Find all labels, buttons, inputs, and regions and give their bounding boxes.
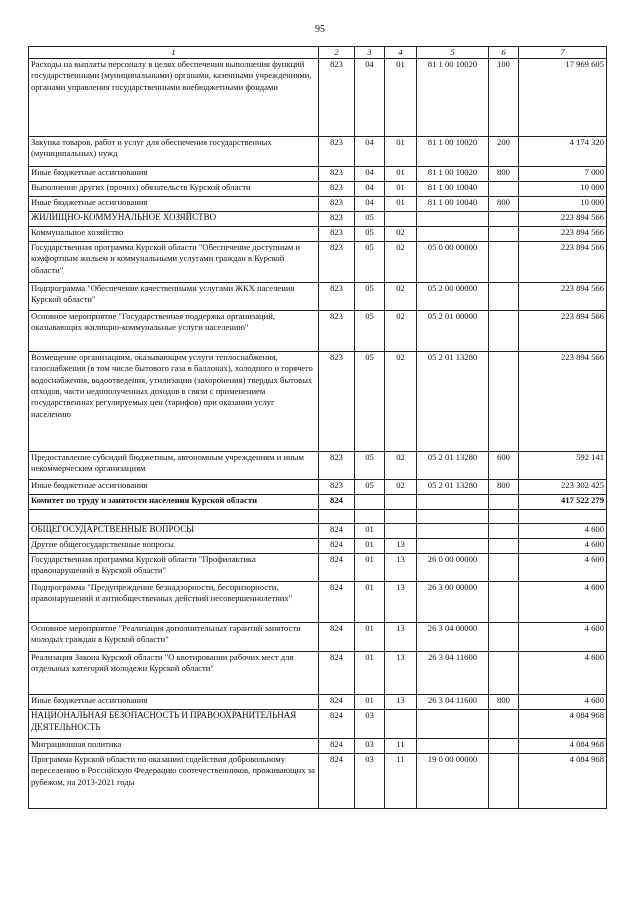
cell-vr bbox=[489, 524, 519, 539]
cell-name: Выполнение других (прочих) обязательств Курской области bbox=[29, 182, 319, 197]
cell-csr: 05 2 01 13280 bbox=[417, 352, 489, 452]
cell-sum: 7 000 bbox=[519, 167, 607, 182]
header-cell-ved: 2 bbox=[319, 47, 355, 59]
cell-csr bbox=[417, 227, 489, 242]
cell-sum: 223 894 566 bbox=[519, 311, 607, 352]
table-row bbox=[29, 695, 607, 710]
table-row bbox=[29, 212, 607, 227]
cell-pr: 13 bbox=[385, 652, 417, 695]
cell-name: ЖИЛИЩНО-КОММУНАЛЬНОЕ ХОЗЯЙСТВО bbox=[29, 212, 319, 227]
cell-name: Основное мероприятие "Реализация дополнительных гарантий занятости молодых граждан в Курской области" bbox=[29, 623, 319, 652]
cell-csr: 05 2 01 13280 bbox=[417, 480, 489, 495]
cell-rz: 04 bbox=[355, 137, 385, 167]
table-row bbox=[29, 59, 607, 137]
cell-sum: 4 084 968 bbox=[519, 710, 607, 739]
cell-name: Иные бюджетные ассигнования bbox=[29, 197, 319, 212]
cell-csr: 26 3 04 00000 bbox=[417, 623, 489, 652]
cell-sum: 4 600 bbox=[519, 554, 607, 582]
table-row bbox=[29, 754, 607, 809]
cell-name: ОБЩЕГОСУДАРСТВЕННЫЕ ВОПРОСЫ bbox=[29, 524, 319, 539]
cell-csr bbox=[417, 212, 489, 227]
cell-vr bbox=[489, 539, 519, 554]
header-cell-vr: 6 bbox=[489, 47, 519, 59]
cell-ved: 823 bbox=[319, 167, 355, 182]
cell-pr: 13 bbox=[385, 539, 417, 554]
cell-sum: 4 600 bbox=[519, 524, 607, 539]
cell-sum: 223 302 425 bbox=[519, 480, 607, 495]
cell-csr: 05 2 01 13280 bbox=[417, 452, 489, 480]
cell-csr: 05 0 00 00000 bbox=[417, 242, 489, 283]
cell-rz bbox=[355, 495, 385, 510]
cell-ved: 823 bbox=[319, 242, 355, 283]
cell-pr: 01 bbox=[385, 137, 417, 167]
cell-csr bbox=[417, 539, 489, 554]
cell-rz: 01 bbox=[355, 652, 385, 695]
cell-ved: 823 bbox=[319, 182, 355, 197]
header-cell-name: 1 bbox=[29, 47, 319, 59]
cell-ved: 823 bbox=[319, 452, 355, 480]
table-row bbox=[29, 539, 607, 554]
table-row bbox=[29, 623, 607, 652]
budget-table bbox=[28, 46, 607, 809]
cell-sum: 223 894 566 bbox=[519, 242, 607, 283]
cell-name: Миграционная политика bbox=[29, 739, 319, 754]
cell-vr bbox=[489, 754, 519, 809]
cell-ved: 823 bbox=[319, 480, 355, 495]
cell-pr: 02 bbox=[385, 242, 417, 283]
cell-vr bbox=[489, 739, 519, 754]
cell-sum: 4 174 320 bbox=[519, 137, 607, 167]
cell-vr bbox=[489, 582, 519, 623]
cell-vr: 600 bbox=[489, 452, 519, 480]
cell-name: Комитет по труду и занятости населения Курской области bbox=[29, 495, 319, 510]
table-row bbox=[29, 283, 607, 311]
cell-pr: 02 bbox=[385, 227, 417, 242]
cell-name: Возмещение организациям, оказывающим услуги теплоснабжения, газоснабжения (в том числе бытового газа в баллонах), холодного и горячего водоснабжения, водоотведения, утилизации (захоронения) твердых бытовых отходов, части недополученных доходов в связи с применением государственных регулируемых цен (тарифов) при оказании услуг населению bbox=[29, 352, 319, 452]
cell-ved: 824 bbox=[319, 539, 355, 554]
cell-rz: 01 bbox=[355, 539, 385, 554]
cell-pr: 13 bbox=[385, 623, 417, 652]
cell-ved: 824 bbox=[319, 582, 355, 623]
cell-pr bbox=[385, 710, 417, 739]
cell-ved: 823 bbox=[319, 227, 355, 242]
cell-pr bbox=[385, 212, 417, 227]
cell-csr: 81 1 00 10020 bbox=[417, 59, 489, 137]
table-row bbox=[29, 510, 607, 524]
cell-name: Подпрограмма "Обеспечение качественными услугами ЖКХ населения Курской области" bbox=[29, 283, 319, 311]
cell-sum: 4 600 bbox=[519, 652, 607, 695]
cell-csr: 81 1 00 10020 bbox=[417, 167, 489, 182]
cell-name: Основное мероприятие "Государственная поддержка организаций, оказывающих жилищно-коммунальные услуги населению" bbox=[29, 311, 319, 352]
cell-rz: 05 bbox=[355, 283, 385, 311]
cell-vr bbox=[489, 652, 519, 695]
table-row bbox=[29, 137, 607, 167]
table-row bbox=[29, 452, 607, 480]
cell-ved: 824 bbox=[319, 695, 355, 710]
cell-pr: 13 bbox=[385, 554, 417, 582]
cell-csr bbox=[417, 495, 489, 510]
cell-pr bbox=[385, 510, 417, 524]
cell-rz: 05 bbox=[355, 352, 385, 452]
cell-name: НАЦИОНАЛЬНАЯ БЕЗОПАСНОСТЬ И ПРАВООХРАНИТЕЛЬНАЯ ДЕЯТЕЛЬНОСТЬ bbox=[29, 710, 319, 739]
cell-pr: 11 bbox=[385, 754, 417, 809]
cell-vr bbox=[489, 710, 519, 739]
cell-vr: 800 bbox=[489, 695, 519, 710]
cell-sum bbox=[519, 510, 607, 524]
cell-vr: 100 bbox=[489, 59, 519, 137]
cell-csr bbox=[417, 739, 489, 754]
cell-sum: 417 522 279 bbox=[519, 495, 607, 510]
cell-rz: 05 bbox=[355, 227, 385, 242]
cell-rz: 04 bbox=[355, 167, 385, 182]
cell-vr bbox=[489, 212, 519, 227]
cell-name: Программа Курской области по оказанию содействия добровольному переселению в Российскую Федерацию соотечественников, проживающих за рубежом, на 2013-2021 годы bbox=[29, 754, 319, 809]
cell-ved: 823 bbox=[319, 59, 355, 137]
cell-csr: 05 2 01 00000 bbox=[417, 311, 489, 352]
cell-name: Иные бюджетные ассигнования bbox=[29, 695, 319, 710]
table-row bbox=[29, 495, 607, 510]
cell-vr bbox=[489, 242, 519, 283]
table-row bbox=[29, 227, 607, 242]
cell-sum: 223 894 566 bbox=[519, 227, 607, 242]
cell-sum: 10 000 bbox=[519, 182, 607, 197]
cell-pr: 01 bbox=[385, 182, 417, 197]
cell-rz: 01 bbox=[355, 554, 385, 582]
cell-sum: 17 969 605 bbox=[519, 59, 607, 137]
cell-pr: 01 bbox=[385, 167, 417, 182]
cell-name: Закупка товаров, работ и услуг для обеспечения государственных (муниципальных) нужд bbox=[29, 137, 319, 167]
cell-vr bbox=[489, 510, 519, 524]
cell-ved: 823 bbox=[319, 311, 355, 352]
cell-name: Иные бюджетные ассигнования bbox=[29, 480, 319, 495]
table-row bbox=[29, 554, 607, 582]
cell-rz: 01 bbox=[355, 695, 385, 710]
header-row bbox=[29, 47, 607, 59]
cell-pr: 13 bbox=[385, 582, 417, 623]
table-row bbox=[29, 652, 607, 695]
cell-vr bbox=[489, 182, 519, 197]
cell-csr: 05 2 00 00000 bbox=[417, 283, 489, 311]
cell-name: Подпрограмма "Предупреждение безнадзорности, беспризорности, правонарушений и антиобщественных действий несовершеннолетних" bbox=[29, 582, 319, 623]
header-cell-sum: 7 bbox=[519, 47, 607, 59]
table-row bbox=[29, 182, 607, 197]
cell-pr: 13 bbox=[385, 695, 417, 710]
cell-sum: 4 600 bbox=[519, 695, 607, 710]
cell-ved: 823 bbox=[319, 212, 355, 227]
cell-ved: 824 bbox=[319, 652, 355, 695]
header-cell-pr: 4 bbox=[385, 47, 417, 59]
cell-name: Государственная программа Курской области "Профилактика правонарушений в Курской области" bbox=[29, 554, 319, 582]
cell-csr: 26 3 04 11600 bbox=[417, 695, 489, 710]
cell-csr: 81 1 00 10040 bbox=[417, 197, 489, 212]
cell-rz: 03 bbox=[355, 710, 385, 739]
page-number: 95 bbox=[315, 24, 325, 35]
cell-ved: 824 bbox=[319, 739, 355, 754]
cell-rz: 05 bbox=[355, 311, 385, 352]
cell-rz: 05 bbox=[355, 212, 385, 227]
cell-pr: 02 bbox=[385, 480, 417, 495]
cell-vr bbox=[489, 283, 519, 311]
cell-sum: 4 084 968 bbox=[519, 739, 607, 754]
cell-csr: 26 0 00 00000 bbox=[417, 554, 489, 582]
cell-pr bbox=[385, 495, 417, 510]
cell-vr: 800 bbox=[489, 480, 519, 495]
cell-csr: 81 1 00 10040 bbox=[417, 182, 489, 197]
cell-sum: 223 894 566 bbox=[519, 212, 607, 227]
cell-csr: 26 3 00 00000 bbox=[417, 582, 489, 623]
cell-vr bbox=[489, 495, 519, 510]
cell-rz: 01 bbox=[355, 623, 385, 652]
cell-name: Расходы на выплаты персоналу в целях обеспечения выполнения функций государственными (муниципальными) органами, казенными учреждениями, органами управления государственными внебюджетными фондами bbox=[29, 59, 319, 137]
cell-ved: 824 bbox=[319, 754, 355, 809]
cell-pr: 11 bbox=[385, 739, 417, 754]
cell-name: Коммунальное хозяйство bbox=[29, 227, 319, 242]
cell-rz: 04 bbox=[355, 59, 385, 137]
cell-sum: 223 894 566 bbox=[519, 283, 607, 311]
cell-csr bbox=[417, 524, 489, 539]
cell-pr: 01 bbox=[385, 197, 417, 212]
table-row bbox=[29, 710, 607, 739]
cell-csr bbox=[417, 710, 489, 739]
cell-name: Реализация Закона Курской области "О квотировании рабочих мест для отдельных категорий молодежи Курской области" bbox=[29, 652, 319, 695]
cell-rz: 04 bbox=[355, 182, 385, 197]
cell-sum: 4 084 968 bbox=[519, 754, 607, 809]
cell-csr bbox=[417, 510, 489, 524]
cell-rz: 05 bbox=[355, 242, 385, 283]
cell-csr: 81 1 00 10020 bbox=[417, 137, 489, 167]
table-row bbox=[29, 582, 607, 623]
cell-pr: 02 bbox=[385, 452, 417, 480]
cell-sum: 10 000 bbox=[519, 197, 607, 212]
cell-rz bbox=[355, 510, 385, 524]
table-row bbox=[29, 197, 607, 212]
cell-ved: 824 bbox=[319, 710, 355, 739]
cell-vr: 800 bbox=[489, 167, 519, 182]
cell-rz: 01 bbox=[355, 582, 385, 623]
cell-name: Иные бюджетные ассигнования bbox=[29, 167, 319, 182]
cell-ved: 823 bbox=[319, 197, 355, 212]
cell-rz: 05 bbox=[355, 452, 385, 480]
cell-vr bbox=[489, 311, 519, 352]
cell-vr bbox=[489, 227, 519, 242]
cell-pr: 01 bbox=[385, 59, 417, 137]
table-row bbox=[29, 167, 607, 182]
table-row bbox=[29, 480, 607, 495]
cell-ved bbox=[319, 510, 355, 524]
cell-rz: 03 bbox=[355, 739, 385, 754]
cell-ved: 823 bbox=[319, 283, 355, 311]
table-row bbox=[29, 739, 607, 754]
cell-ved: 823 bbox=[319, 352, 355, 452]
cell-sum: 4 600 bbox=[519, 582, 607, 623]
cell-csr: 19 0 00 00000 bbox=[417, 754, 489, 809]
cell-ved: 823 bbox=[319, 137, 355, 167]
header-cell-rz: 3 bbox=[355, 47, 385, 59]
cell-name: Предоставление субсидий бюджетным, автономным учреждениям и иным некоммерческим организациям bbox=[29, 452, 319, 480]
cell-rz: 03 bbox=[355, 754, 385, 809]
cell-name: Другие общегосударственные вопросы bbox=[29, 539, 319, 554]
cell-name bbox=[29, 510, 319, 524]
table-row bbox=[29, 524, 607, 539]
cell-rz: 04 bbox=[355, 197, 385, 212]
cell-pr: 02 bbox=[385, 311, 417, 352]
table-row bbox=[29, 352, 607, 452]
cell-ved: 824 bbox=[319, 495, 355, 510]
cell-rz: 01 bbox=[355, 524, 385, 539]
cell-vr bbox=[489, 623, 519, 652]
cell-sum: 4 600 bbox=[519, 539, 607, 554]
cell-pr bbox=[385, 524, 417, 539]
cell-ved: 824 bbox=[319, 554, 355, 582]
cell-pr: 02 bbox=[385, 283, 417, 311]
cell-sum: 592 141 bbox=[519, 452, 607, 480]
cell-rz: 05 bbox=[355, 480, 385, 495]
table-row bbox=[29, 242, 607, 283]
cell-vr: 200 bbox=[489, 137, 519, 167]
cell-pr: 02 bbox=[385, 352, 417, 452]
cell-vr bbox=[489, 554, 519, 582]
cell-vr: 800 bbox=[489, 197, 519, 212]
cell-ved: 824 bbox=[319, 524, 355, 539]
table-row bbox=[29, 311, 607, 352]
cell-vr bbox=[489, 352, 519, 452]
cell-csr: 26 3 04 11600 bbox=[417, 652, 489, 695]
cell-sum: 223 894 566 bbox=[519, 352, 607, 452]
cell-sum: 4 600 bbox=[519, 623, 607, 652]
cell-name: Государственная программа Курской области "Обеспечение доступным и комфортным жильем и коммунальными услугами граждан в Курской области" bbox=[29, 242, 319, 283]
cell-ved: 824 bbox=[319, 623, 355, 652]
header-cell-csr: 5 bbox=[417, 47, 489, 59]
